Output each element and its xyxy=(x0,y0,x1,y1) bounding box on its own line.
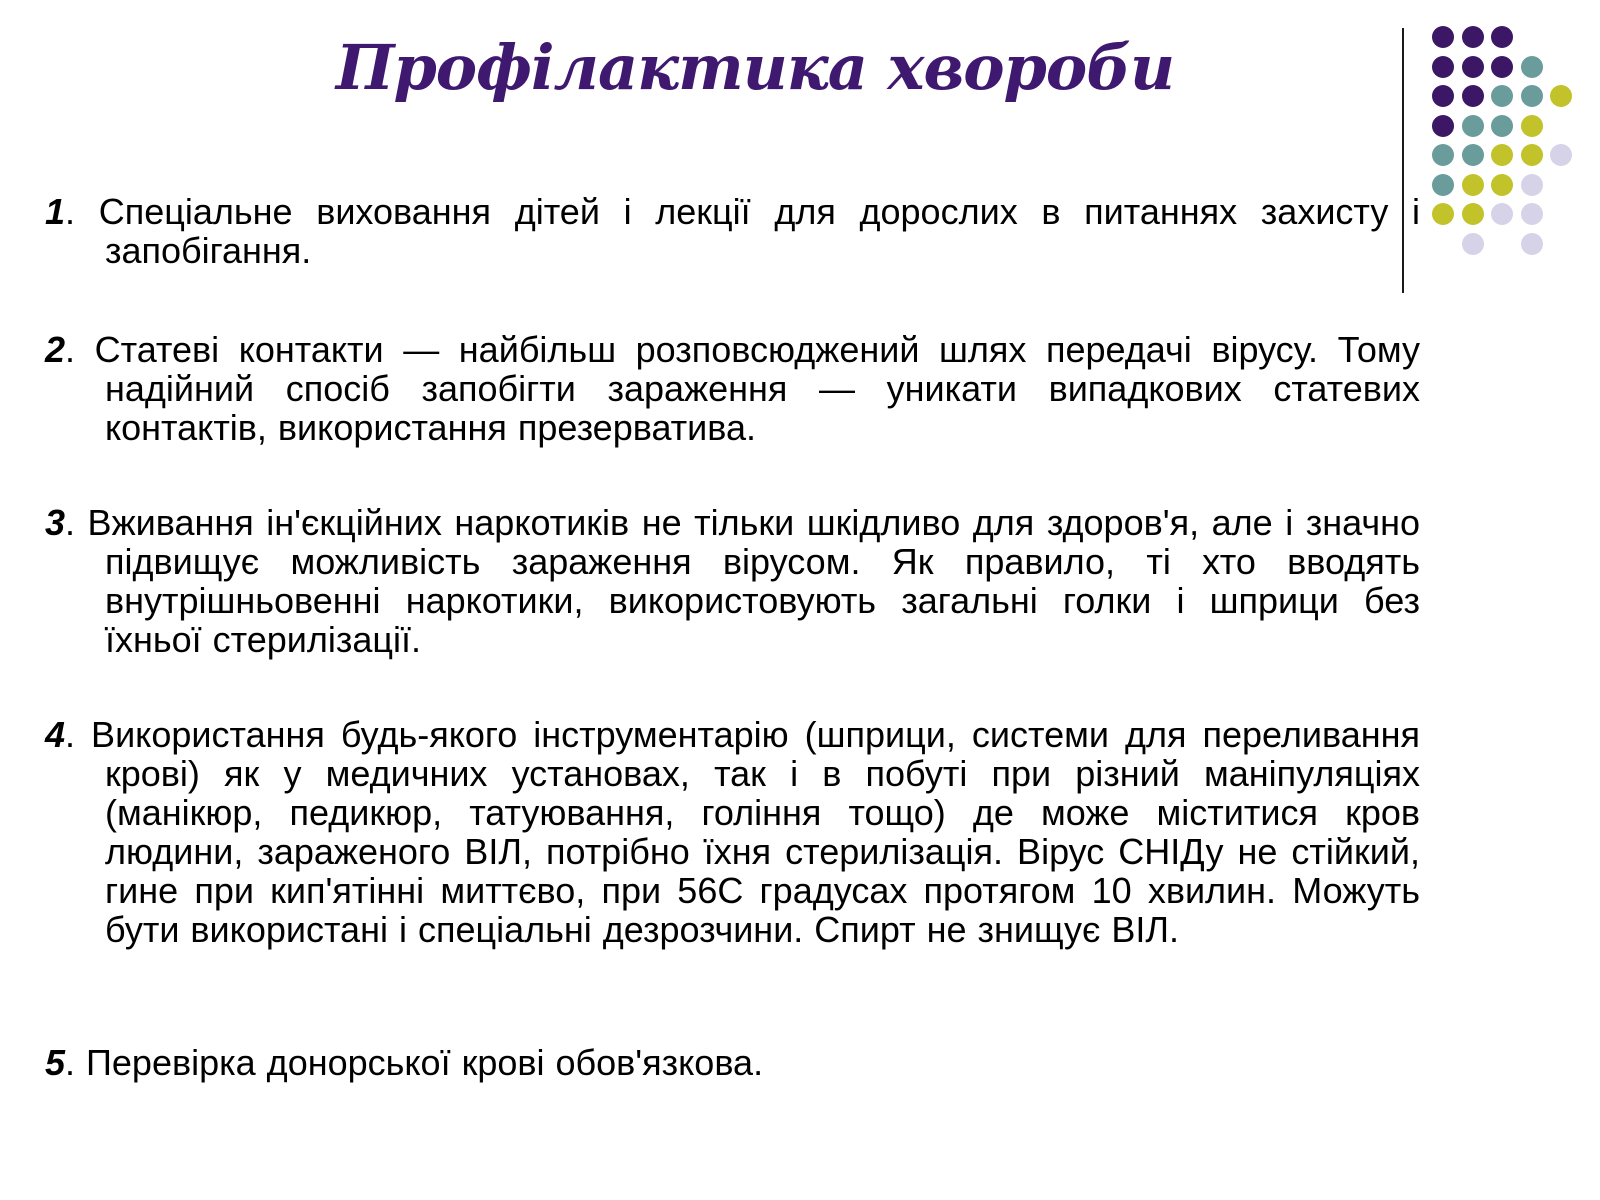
list-item-text: . Використання будь-якого інструментарію (шприци, системи для переливання крові) як у медичних установах, так і в побуті при різний маніпуляціях (манікюр, педикюр, татуювання, гоління тощо) де може міститися кров людини, зараженого ВІЛ, потрібно їхня стерилізація. Вірус СНІДу не стійкий, гине при кип'ятінні миттєво, при 56С градусах протягом 10 хвилин. Можуть бути використані і спеціальні дезрозчини. Спирт не знищує ВІЛ. xyxy=(65,714,1420,950)
decorative-dot xyxy=(1521,56,1543,78)
prevention-list xyxy=(45,191,1420,1083)
slide-title: Профілактика хвороби xyxy=(335,31,1175,104)
decorative-dot xyxy=(1432,174,1454,196)
decorative-dot xyxy=(1432,115,1454,137)
decorative-dot xyxy=(1432,56,1454,78)
list-item-text: . Перевірка донорської крові обов'язкова. xyxy=(65,1042,764,1083)
decorative-dot xyxy=(1491,115,1513,137)
decorative-dot xyxy=(1462,56,1484,78)
decorative-dot xyxy=(1462,115,1484,137)
decorative-dot xyxy=(1491,203,1513,225)
decorative-dot xyxy=(1550,85,1572,107)
list-item xyxy=(45,192,1420,270)
decorative-dot xyxy=(1432,85,1454,107)
decorative-dot xyxy=(1521,85,1543,107)
decorative-dot xyxy=(1462,174,1484,196)
list-item-number: 1 xyxy=(45,191,66,232)
decorative-dot xyxy=(1462,233,1484,255)
decorative-dot xyxy=(1491,26,1513,48)
decorative-dot xyxy=(1491,144,1513,166)
decorative-dot xyxy=(1432,203,1454,225)
decorative-dot xyxy=(1491,56,1513,78)
decorative-dot xyxy=(1462,203,1484,225)
decorative-dot xyxy=(1550,144,1572,166)
list-item-number: 2 xyxy=(45,329,66,370)
list-item-number: 3 xyxy=(45,502,66,543)
decorative-dot xyxy=(1521,144,1543,166)
list-item-text: . Статеві контакти — найбільш розповсюджений шлях передачі вірусу. Тому надійний спосіб запобігти зараження — уникати випадкових статевих контактів, використання презерватива. xyxy=(65,329,1420,448)
list-item-number: 4 xyxy=(45,714,66,755)
decorative-dot xyxy=(1521,203,1543,225)
decorative-dot xyxy=(1521,233,1543,255)
list-item-text: . Вживання ін'єкційних наркотиків не тільки шкідливо для здоров'я, але і значно підвищує можливість зараження вірусом. Як правило, ті хто вводять внутрішньовенні наркотики, використовують загальні голки і шприци без їхньої стерилізації. xyxy=(65,502,1420,660)
decorative-dot xyxy=(1462,144,1484,166)
decorative-dot xyxy=(1491,85,1513,107)
list-item xyxy=(45,1043,1420,1082)
decorative-dot xyxy=(1491,174,1513,196)
decorative-dot xyxy=(1432,144,1454,166)
list-item xyxy=(45,330,1420,447)
decorative-dot xyxy=(1432,26,1454,48)
decorative-dot xyxy=(1462,85,1484,107)
decorative-dot-grid xyxy=(1432,26,1600,266)
list-item-number: 5 xyxy=(45,1042,66,1083)
decorative-dot xyxy=(1521,174,1543,196)
list-item xyxy=(45,503,1420,659)
list-item-text: . Спеціальне виховання дітей і лекції для дорослих в питаннях захисту і запобігання. xyxy=(65,191,1420,271)
decorative-dot xyxy=(1521,115,1543,137)
decorative-dot xyxy=(1462,26,1484,48)
list-item xyxy=(45,715,1420,949)
